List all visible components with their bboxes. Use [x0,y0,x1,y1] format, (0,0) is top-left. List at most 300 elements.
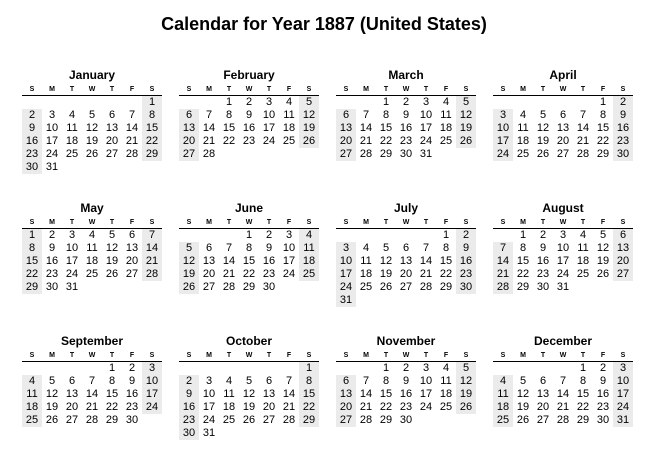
day-cell[interactable]: 15 [576,388,590,400]
day-cell[interactable]: 7 [493,242,513,255]
day-cell[interactable]: 18 [65,135,79,147]
day-cell[interactable]: 12 [456,109,476,122]
day-cell[interactable]: 4 [362,242,370,254]
day-cell[interactable]: 23 [262,268,276,280]
day-cell[interactable]: 22 [142,135,162,148]
day-cell[interactable]: 22 [22,268,42,281]
day-cell[interactable]: 7 [579,109,587,121]
day-cell[interactable]: 17 [493,135,513,148]
day-cell[interactable]: 11 [440,109,452,121]
day-cell[interactable]: 11 [577,242,589,254]
day-cell[interactable]: 5 [456,362,476,375]
day-cell[interactable]: 14 [493,255,513,268]
day-cell[interactable]: 28 [125,148,139,160]
day-cell[interactable]: 13 [125,242,139,254]
day-cell[interactable]: 15 [299,388,319,401]
day-cell[interactable]: 19 [456,122,476,135]
day-cell[interactable]: 21 [359,135,373,147]
day-cell[interactable]: 11 [86,242,98,254]
day-cell[interactable]: 9 [539,242,547,254]
day-cell[interactable]: 25 [493,414,513,427]
day-cell[interactable]: 17 [142,388,162,401]
day-cell[interactable]: 6 [402,242,410,254]
day-cell[interactable]: 14 [576,122,590,134]
day-cell[interactable]: 8 [225,109,233,121]
day-cell[interactable]: 23 [45,268,59,280]
day-cell[interactable]: 27 [65,414,79,426]
day-cell[interactable]: 13 [536,388,550,400]
day-cell[interactable]: 9 [179,388,199,401]
day-cell[interactable]: 20 [556,135,570,147]
day-cell[interactable]: 16 [399,122,413,134]
day-cell[interactable]: 14 [125,122,139,134]
day-cell[interactable]: 3 [68,229,76,241]
day-cell[interactable]: 28 [85,414,99,426]
day-cell[interactable]: 14 [419,255,433,267]
day-cell[interactable]: 18 [282,122,296,134]
day-cell[interactable]: 20 [125,255,139,267]
day-cell[interactable]: 8 [442,242,450,254]
day-cell[interactable]: 21 [359,401,373,413]
day-cell[interactable]: 2 [402,96,410,108]
day-cell[interactable]: 6 [559,109,567,121]
day-cell[interactable]: 17 [419,388,433,400]
day-cell[interactable]: 10 [419,109,433,121]
day-cell[interactable]: 24 [65,268,79,280]
day-cell[interactable]: 9 [402,109,410,121]
day-cell[interactable]: 10 [65,242,79,254]
day-cell[interactable]: 2 [179,375,199,388]
day-cell[interactable]: 19 [242,401,256,413]
day-cell[interactable]: 9 [245,109,253,121]
day-cell[interactable]: 20 [65,401,79,413]
day-cell[interactable]: 25 [439,401,453,413]
day-cell[interactable]: 22 [242,268,256,280]
day-cell[interactable]: 13 [105,122,119,134]
day-cell[interactable]: 30 [399,148,413,160]
day-cell[interactable]: 23 [179,414,199,427]
day-cell[interactable]: 22 [379,401,393,413]
day-cell[interactable]: 13 [399,255,413,267]
day-cell[interactable]: 2 [22,109,42,122]
day-cell[interactable]: 31 [419,148,433,160]
day-cell[interactable]: 10 [556,242,570,254]
day-cell[interactable]: 17 [419,122,433,134]
day-cell[interactable]: 14 [282,388,296,400]
day-cell[interactable]: 8 [382,375,390,387]
day-cell[interactable]: 1 [142,96,162,109]
day-cell[interactable]: 12 [85,122,99,134]
day-cell[interactable]: 20 [105,135,119,147]
day-cell[interactable]: 15 [379,122,393,134]
day-cell[interactable]: 22 [299,401,319,414]
day-cell[interactable]: 7 [422,242,430,254]
day-cell[interactable]: 22 [439,268,453,280]
day-cell[interactable]: 1 [108,362,116,374]
day-cell[interactable]: 3 [336,242,356,255]
day-cell[interactable]: 5 [599,229,607,241]
day-cell[interactable]: 28 [576,148,590,160]
day-cell[interactable]: 18 [516,135,530,147]
day-cell[interactable]: 15 [596,122,610,134]
day-cell[interactable]: 22 [576,401,590,413]
day-cell[interactable]: 16 [456,255,476,268]
day-cell[interactable]: 11 [299,242,319,255]
day-cell[interactable]: 24 [262,135,276,147]
day-cell[interactable]: 17 [282,255,296,267]
day-cell[interactable]: 9 [456,242,476,255]
day-cell[interactable]: 9 [613,109,633,122]
day-cell[interactable]: 3 [559,229,567,241]
day-cell[interactable]: 13 [262,388,276,400]
day-cell[interactable]: 8 [245,242,253,254]
day-cell[interactable]: 9 [128,375,136,387]
day-cell[interactable]: 27 [336,414,356,427]
day-cell[interactable]: 24 [556,268,570,280]
day-cell[interactable]: 18 [222,401,236,413]
day-cell[interactable]: 27 [202,281,216,293]
day-cell[interactable]: 21 [419,268,433,280]
day-cell[interactable]: 8 [142,109,162,122]
day-cell[interactable]: 3 [422,96,430,108]
day-cell[interactable]: 6 [179,109,199,122]
day-cell[interactable]: 6 [336,109,356,122]
day-cell[interactable]: 15 [242,255,256,267]
day-cell[interactable]: 5 [108,229,116,241]
day-cell[interactable]: 26 [516,414,530,426]
day-cell[interactable]: 23 [399,135,413,147]
day-cell[interactable]: 1 [519,229,527,241]
day-cell[interactable]: 12 [299,109,319,122]
day-cell[interactable]: 22 [596,135,610,147]
day-cell[interactable]: 15 [516,255,530,267]
day-cell[interactable]: 15 [142,122,162,135]
day-cell[interactable]: 20 [613,255,633,268]
day-cell[interactable]: 8 [108,375,116,387]
day-cell[interactable]: 1 [599,96,607,108]
day-cell[interactable]: 21 [85,401,99,413]
day-cell[interactable]: 19 [456,388,476,401]
day-cell[interactable]: 16 [242,122,256,134]
day-cell[interactable]: 9 [22,122,42,135]
day-cell[interactable]: 22 [379,135,393,147]
day-cell[interactable]: 25 [516,148,530,160]
day-cell[interactable]: 3 [205,375,213,387]
day-cell[interactable]: 25 [22,414,42,427]
day-cell[interactable]: 4 [493,375,513,388]
day-cell[interactable]: 20 [399,268,413,280]
day-cell[interactable]: 6 [265,375,273,387]
day-cell[interactable]: 13 [65,388,79,400]
day-cell[interactable]: 30 [45,281,59,293]
day-cell[interactable]: 19 [516,401,530,413]
day-cell[interactable]: 5 [88,109,96,121]
day-cell[interactable]: 14 [142,242,162,255]
day-cell[interactable]: 25 [439,135,453,147]
day-cell[interactable]: 31 [336,294,356,307]
day-cell[interactable]: 12 [379,255,393,267]
day-cell[interactable]: 6 [613,229,633,242]
day-cell[interactable]: 4 [22,375,42,388]
day-cell[interactable]: 2 [456,229,476,242]
day-cell[interactable]: 13 [202,255,216,267]
day-cell[interactable]: 26 [456,401,476,414]
day-cell[interactable]: 1 [382,96,390,108]
day-cell[interactable]: 13 [336,122,356,135]
day-cell[interactable]: 25 [282,135,296,147]
day-cell[interactable]: 29 [242,281,256,293]
day-cell[interactable]: 19 [105,255,119,267]
day-cell[interactable]: 5 [519,375,527,387]
day-cell[interactable]: 27 [179,148,199,161]
day-cell[interactable]: 23 [596,401,610,413]
day-cell[interactable]: 19 [536,135,550,147]
day-cell[interactable]: 4 [579,229,587,241]
day-cell[interactable]: 20 [336,135,356,148]
day-cell[interactable]: 19 [85,135,99,147]
day-cell[interactable]: 5 [456,96,476,109]
day-cell[interactable]: 16 [45,255,59,267]
day-cell[interactable]: 31 [45,161,59,173]
day-cell[interactable]: 25 [576,268,590,280]
day-cell[interactable]: 19 [379,268,393,280]
day-cell[interactable]: 29 [379,414,393,426]
day-cell[interactable]: 24 [419,135,433,147]
day-cell[interactable]: 28 [222,281,236,293]
day-cell[interactable]: 29 [299,414,319,427]
day-cell[interactable]: 14 [222,255,236,267]
day-cell[interactable]: 29 [596,148,610,160]
day-cell[interactable]: 28 [282,414,296,426]
day-cell[interactable]: 2 [265,229,273,241]
day-cell[interactable]: 21 [282,401,296,413]
day-cell[interactable]: 24 [282,268,296,280]
day-cell[interactable]: 15 [222,122,236,134]
day-cell[interactable]: 2 [599,362,607,374]
day-cell[interactable]: 13 [556,122,570,134]
day-cell[interactable]: 23 [125,401,139,413]
day-cell[interactable]: 5 [48,375,56,387]
day-cell[interactable]: 21 [493,268,513,281]
day-cell[interactable]: 22 [105,401,119,413]
day-cell[interactable]: 8 [599,109,607,121]
day-cell[interactable]: 20 [336,401,356,414]
day-cell[interactable]: 24 [142,401,162,414]
day-cell[interactable]: 9 [48,242,56,254]
day-cell[interactable]: 30 [613,148,633,161]
day-cell[interactable]: 2 [48,229,56,241]
day-cell[interactable]: 2 [539,229,547,241]
day-cell[interactable]: 7 [559,375,567,387]
day-cell[interactable]: 7 [88,375,96,387]
day-cell[interactable]: 25 [359,281,373,293]
day-cell[interactable]: 23 [22,148,42,161]
day-cell[interactable]: 31 [202,427,216,439]
day-cell[interactable]: 3 [48,109,56,121]
day-cell[interactable]: 16 [262,255,276,267]
day-cell[interactable]: 16 [613,122,633,135]
day-cell[interactable]: 26 [45,414,59,426]
day-cell[interactable]: 10 [493,122,513,135]
day-cell[interactable]: 24 [336,281,356,294]
day-cell[interactable]: 28 [556,414,570,426]
day-cell[interactable]: 16 [22,135,42,148]
day-cell[interactable]: 14 [359,122,373,134]
day-cell[interactable]: 5 [382,242,390,254]
day-cell[interactable]: 12 [242,388,256,400]
day-cell[interactable]: 1 [382,362,390,374]
day-cell[interactable]: 26 [596,268,610,280]
day-cell[interactable]: 11 [517,122,529,134]
day-cell[interactable]: 20 [536,401,550,413]
day-cell[interactable]: 1 [22,229,42,242]
day-cell[interactable]: 26 [379,281,393,293]
day-cell[interactable]: 10 [142,375,162,388]
day-cell[interactable]: 26 [536,148,550,160]
day-cell[interactable]: 6 [539,375,547,387]
day-cell[interactable]: 26 [299,135,319,148]
day-cell[interactable]: 29 [105,414,119,426]
day-cell[interactable]: 14 [556,388,570,400]
day-cell[interactable]: 7 [205,109,213,121]
day-cell[interactable]: 15 [439,255,453,267]
day-cell[interactable]: 31 [556,281,570,293]
day-cell[interactable]: 19 [299,122,319,135]
day-cell[interactable]: 16 [596,388,610,400]
day-cell[interactable]: 1 [225,96,233,108]
day-cell[interactable]: 19 [596,255,610,267]
day-cell[interactable]: 11 [493,388,513,401]
day-cell[interactable]: 16 [536,255,550,267]
day-cell[interactable]: 15 [105,388,119,400]
day-cell[interactable]: 30 [125,414,139,426]
day-cell[interactable]: 4 [519,109,527,121]
day-cell[interactable]: 12 [105,242,119,254]
day-cell[interactable]: 2 [402,362,410,374]
day-cell[interactable]: 16 [179,401,199,414]
day-cell[interactable]: 27 [125,268,139,280]
day-cell[interactable]: 11 [22,388,42,401]
day-cell[interactable]: 7 [285,375,293,387]
day-cell[interactable]: 7 [362,109,370,121]
day-cell[interactable]: 13 [179,122,199,135]
day-cell[interactable]: 10 [336,255,356,268]
day-cell[interactable]: 7 [142,229,162,242]
day-cell[interactable]: 3 [142,362,162,375]
day-cell[interactable]: 26 [179,281,199,294]
day-cell[interactable]: 20 [262,401,276,413]
day-cell[interactable]: 27 [613,268,633,281]
day-cell[interactable]: 26 [85,148,99,160]
day-cell[interactable]: 21 [202,135,216,147]
day-cell[interactable]: 10 [613,375,633,388]
day-cell[interactable]: 28 [359,148,373,160]
day-cell[interactable]: 20 [179,135,199,148]
day-cell[interactable]: 2 [128,362,136,374]
day-cell[interactable]: 28 [142,268,162,281]
day-cell[interactable]: 3 [285,229,293,241]
day-cell[interactable]: 29 [142,148,162,161]
day-cell[interactable]: 8 [519,242,527,254]
day-cell[interactable]: 18 [299,255,319,268]
day-cell[interactable]: 11 [66,122,78,134]
day-cell[interactable]: 1 [245,229,253,241]
day-cell[interactable]: 3 [422,362,430,374]
day-cell[interactable]: 6 [108,109,116,121]
day-cell[interactable]: 12 [536,122,550,134]
day-cell[interactable]: 13 [613,242,633,255]
day-cell[interactable]: 11 [283,109,295,121]
day-cell[interactable]: 6 [128,229,136,241]
day-cell[interactable]: 16 [125,388,139,400]
day-cell[interactable]: 4 [88,229,96,241]
day-cell[interactable]: 17 [202,401,216,413]
day-cell[interactable]: 22 [222,135,236,147]
day-cell[interactable]: 18 [439,122,453,134]
day-cell[interactable]: 12 [596,242,610,254]
day-cell[interactable]: 4 [225,375,233,387]
day-cell[interactable]: 17 [65,255,79,267]
day-cell[interactable]: 24 [613,401,633,414]
day-cell[interactable]: 8 [382,109,390,121]
day-cell[interactable]: 10 [262,109,276,121]
day-cell[interactable]: 12 [456,375,476,388]
day-cell[interactable]: 6 [205,242,213,254]
day-cell[interactable]: 5 [245,375,253,387]
day-cell[interactable]: 10 [202,388,216,400]
day-cell[interactable]: 3 [613,362,633,375]
day-cell[interactable]: 9 [265,242,273,254]
day-cell[interactable]: 30 [456,281,476,294]
day-cell[interactable]: 4 [299,229,319,242]
day-cell[interactable]: 17 [262,122,276,134]
day-cell[interactable]: 10 [419,375,433,387]
day-cell[interactable]: 18 [493,401,513,414]
day-cell[interactable]: 18 [22,401,42,414]
day-cell[interactable]: 28 [359,414,373,426]
day-cell[interactable]: 15 [379,388,393,400]
day-cell[interactable]: 30 [596,414,610,426]
day-cell[interactable]: 5 [539,109,547,121]
day-cell[interactable]: 11 [360,255,372,267]
day-cell[interactable]: 6 [336,375,356,388]
day-cell[interactable]: 14 [202,122,216,134]
day-cell[interactable]: 4 [442,96,450,108]
day-cell[interactable]: 24 [419,401,433,413]
day-cell[interactable]: 7 [225,242,233,254]
day-cell[interactable]: 27 [262,414,276,426]
day-cell[interactable]: 6 [68,375,76,387]
day-cell[interactable]: 17 [336,268,356,281]
day-cell[interactable]: 8 [22,242,42,255]
day-cell[interactable]: 29 [516,281,530,293]
day-cell[interactable]: 1 [579,362,587,374]
day-cell[interactable]: 4 [285,96,293,108]
day-cell[interactable]: 25 [222,414,236,426]
day-cell[interactable]: 23 [399,401,413,413]
day-cell[interactable]: 30 [22,161,42,174]
day-cell[interactable]: 7 [128,109,136,121]
day-cell[interactable]: 3 [265,96,273,108]
day-cell[interactable]: 27 [336,148,356,161]
day-cell[interactable]: 30 [179,427,199,440]
day-cell[interactable]: 14 [85,388,99,400]
day-cell[interactable]: 28 [202,148,216,160]
day-cell[interactable]: 18 [576,255,590,267]
day-cell[interactable]: 21 [125,135,139,147]
day-cell[interactable]: 21 [142,255,162,268]
day-cell[interactable]: 25 [65,148,79,160]
